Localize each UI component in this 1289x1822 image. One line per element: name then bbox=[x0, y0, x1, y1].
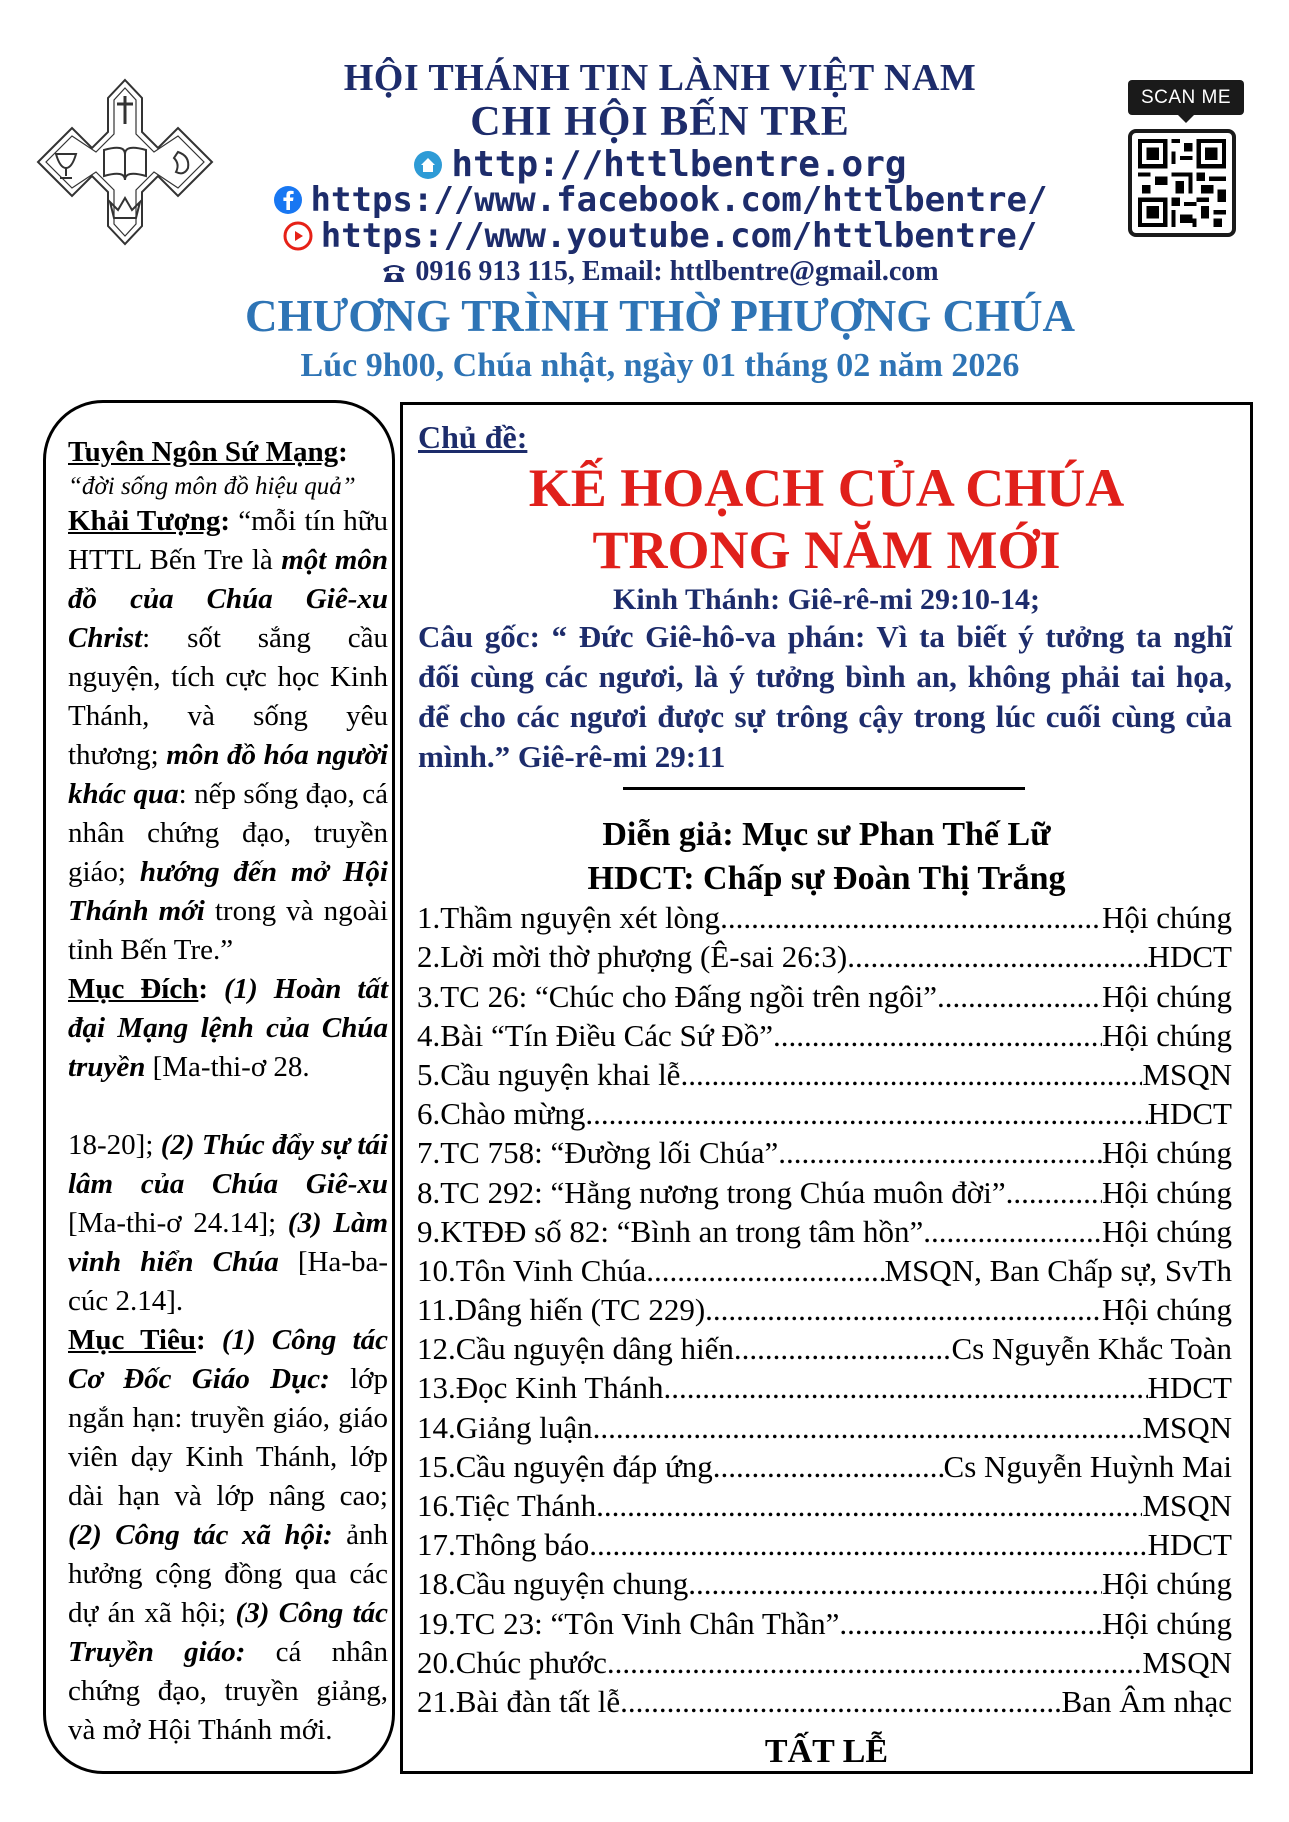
mission-statement-label: Tuyên Ngôn Sứ Mạng bbox=[68, 436, 339, 468]
leader-dots bbox=[680, 1057, 1142, 1093]
program-item bbox=[417, 1328, 1232, 1367]
program-item-label: Lời mời thờ phượng (Ê-sai 26:3) bbox=[440, 939, 848, 975]
program-item-label: TC 292: “Hằng nương trong Chúa muôn đời” bbox=[440, 1174, 1006, 1210]
program-item-number: 18. bbox=[417, 1566, 456, 1602]
youtube-link[interactable]: https://www.youtube.com/httlbentre/ bbox=[320, 216, 1038, 256]
program-item bbox=[417, 1171, 1232, 1210]
program-item bbox=[417, 936, 1232, 975]
program-item-performer: Hội chúng bbox=[1101, 1017, 1232, 1053]
program-item bbox=[417, 1602, 1232, 1641]
program-item-number: 7. bbox=[417, 1135, 441, 1171]
leader-dots bbox=[773, 1018, 1102, 1054]
speaker: Diễn giả: Mục sư Phan Thế Lữ bbox=[602, 816, 1051, 853]
program-item-performer: Hội chúng bbox=[1101, 1566, 1232, 1602]
program-item bbox=[417, 1563, 1232, 1602]
leader-dots bbox=[937, 979, 1102, 1015]
program-item-number: 13. bbox=[417, 1370, 456, 1406]
scripture-reference: Kinh Thánh: Giê-rê-mi 29:10-14; bbox=[613, 583, 1040, 616]
program-item bbox=[417, 1211, 1232, 1250]
program-item-label: KTĐĐ số 82: “Bình an trong tâm hồn” bbox=[440, 1213, 924, 1249]
program-item-performer: Hội chúng bbox=[1101, 1174, 1232, 1210]
program-item-label: Cầu nguyện đáp ứng bbox=[455, 1448, 713, 1484]
program-item bbox=[417, 1406, 1232, 1445]
program-title: CHƯƠNG TRÌNH THỜ PHƯỢNG CHÚA bbox=[244, 291, 1076, 341]
program-item bbox=[417, 1132, 1232, 1171]
website-line bbox=[200, 144, 1120, 185]
sermon-title: KẾ HOẠCH CỦA CHÚA TRONG NĂM MỚI bbox=[528, 458, 1125, 580]
mission-statement: Tuyên Ngôn Sứ Mạng: bbox=[68, 436, 348, 468]
program-item-performer: Hội chúng bbox=[1101, 1135, 1232, 1171]
leader-dots bbox=[839, 1606, 1102, 1642]
program-item-number: 1. bbox=[417, 900, 441, 936]
program-item-label: Giảng luận bbox=[455, 1409, 593, 1445]
program-item-number: 14. bbox=[417, 1409, 456, 1445]
program-item bbox=[417, 1485, 1232, 1524]
website-link[interactable]: http://httlbentre.org bbox=[451, 144, 907, 185]
leader-dots bbox=[713, 1449, 944, 1485]
program-item bbox=[417, 1093, 1232, 1132]
leader-dots bbox=[713, 1292, 1102, 1328]
program-item-label: TC 758: “Đường lối Chúa” bbox=[440, 1135, 779, 1171]
leader-dots bbox=[734, 1331, 952, 1367]
program-item-performer: MSQN bbox=[1142, 1056, 1232, 1092]
church-logo bbox=[30, 72, 220, 252]
goals: Mục Tiêu: (1) Công tác Cơ Đốc Giáo Dục: lớp ngắn hạn: truyền giáo, giáo viên dạy Kinh Thánh, lớp dài hạn và lớp nâng cao; (2) Công tác xã hội: ảnh hưởng cộng đồng qua các dự án xã hội; (3) Công tác Truyền giáo: cá nhân chứng đạo, truyền giảng, và mở Hội Thánh mới. bbox=[68, 1324, 389, 1746]
qr-code bbox=[1128, 129, 1236, 237]
program-item-number: 10. bbox=[417, 1252, 456, 1288]
program-item-number: 15. bbox=[417, 1448, 456, 1484]
program-item-performer: Hội chúng bbox=[1101, 1292, 1232, 1328]
program-item-performer: MSQN, Ban Chấp sự, SvTh bbox=[884, 1252, 1232, 1288]
program-item-label: Thầm nguyện xét lòng bbox=[440, 900, 721, 936]
home-icon bbox=[413, 150, 443, 180]
program-item-performer: MSQN bbox=[1142, 1488, 1232, 1523]
program-item-label: Bài đàn tất lễ bbox=[455, 1683, 621, 1719]
program-item-performer: HDCT bbox=[1147, 1096, 1232, 1132]
service-datetime: Lúc 9h00, Chúa nhật, ngày 01 tháng 02 năm 2026 bbox=[300, 347, 1020, 384]
program-item-label: Dâng hiến (TC 229). bbox=[454, 1292, 713, 1328]
theme-label: Chủ đề: bbox=[418, 419, 528, 455]
leader-dots bbox=[646, 1253, 884, 1289]
scan-me-label: SCAN ME bbox=[1128, 80, 1244, 115]
program-item bbox=[417, 1367, 1232, 1406]
program-item-label: Cầu nguyện khai lễ bbox=[440, 1056, 681, 1092]
program-item-number: 17. bbox=[417, 1527, 456, 1563]
program-item bbox=[417, 975, 1232, 1014]
program-item-number: 6. bbox=[417, 1096, 441, 1132]
program-item-number: 3. bbox=[417, 978, 441, 1014]
leader-dots bbox=[778, 1135, 1102, 1171]
program-item-number: 2. bbox=[417, 939, 441, 975]
phone-icon bbox=[381, 262, 407, 284]
leader-dots bbox=[585, 1096, 1147, 1132]
leader-dots bbox=[620, 1684, 1061, 1720]
facebook-line bbox=[200, 180, 1120, 220]
mission-statement-text: “đời sống môn đồ hiệu quả” bbox=[68, 473, 356, 500]
program-list bbox=[417, 897, 1232, 1720]
program-item-label: Bài “Tín Điều Các Sứ Đồ” bbox=[440, 1017, 774, 1053]
program-item-label: Đọc Kinh Thánh bbox=[455, 1370, 664, 1406]
key-verse: Câu gốc: “ Đức Giê-hô-va phán: Vì ta biết ý tưởng ta nghĩ đối cùng các ngươi, là ý tưởng bình an, không phải tai họa, để cho các ngươi được sự trông cậy trong lúc cuối cùng của mình.” Giê-rê-mi 29:11 bbox=[418, 619, 1232, 774]
leader-dots bbox=[589, 1527, 1147, 1563]
program-item-number: 11. bbox=[417, 1292, 455, 1328]
facebook-link[interactable]: https://www.facebook.com/httlbentre/ bbox=[310, 180, 1048, 220]
closing: TẤT LỄ bbox=[764, 1733, 889, 1770]
org-name: HỘI THÁNH TIN LÀNH VIỆT NAM bbox=[343, 57, 977, 99]
program-item bbox=[417, 1054, 1232, 1093]
program-item bbox=[417, 1289, 1232, 1328]
program-item-number: 4. bbox=[417, 1017, 441, 1053]
vision: Khải Tượng: “mỗi tín hữu HTTL Bến Tre là một môn đồ của Chúa Giê-xu Christ: sốt sắng cầu nguyện, tích cực học Kinh Thánh, và sống yêu thương; môn đồ hóa người khác qua: nếp sống đạo, cá nhân chứng đạo, truyền giáo; hướng đến mở Hội Thánh mới trong và ngoài tỉnh Bến Tre.” bbox=[68, 505, 388, 966]
program-item-performer: Cs Nguyễn Huỳnh Mai bbox=[943, 1448, 1232, 1484]
program-item bbox=[417, 1250, 1232, 1289]
leader-dots bbox=[607, 1645, 1143, 1681]
divider bbox=[623, 787, 1025, 790]
purpose-continued: 18-20]; (2) Thúc đẩy sự tái lâm của Chúa Giê-xu [Ma-thi-ơ 24.14]; (3) Làm vinh hiển Chúa [Ha-ba-cúc 2.14]. bbox=[68, 1129, 389, 1317]
program-item-number: 20. bbox=[417, 1644, 456, 1680]
qr-code-block[interactable] bbox=[1128, 80, 1244, 244]
program-item-label: Tôn Vinh Chúa bbox=[455, 1252, 647, 1288]
program-item-label: Tiệc Thánh bbox=[455, 1488, 597, 1523]
program-panel bbox=[400, 402, 1253, 1774]
program-item-performer: Hội chúng bbox=[1101, 1605, 1232, 1641]
youtube-line bbox=[200, 216, 1120, 256]
leader-dots bbox=[923, 1214, 1102, 1250]
program-item-performer: Cs Nguyễn Khắc Toàn bbox=[951, 1331, 1232, 1367]
program-item-number: 9. bbox=[417, 1213, 441, 1249]
contact-info: 0916 913 115, Email: httlbentre@gmail.com bbox=[415, 256, 939, 287]
program-item-performer: HDCT bbox=[1147, 1370, 1232, 1406]
leader-dots bbox=[688, 1566, 1102, 1602]
leader-dots bbox=[720, 900, 1102, 936]
program-item-performer: Ban Âm nhạc bbox=[1061, 1683, 1232, 1719]
program-item-performer: HDCT bbox=[1147, 1527, 1232, 1563]
program-item-label: TC 23: “Tôn Vinh Chân Thần” bbox=[455, 1605, 840, 1641]
host: HDCT: Chấp sự Đoàn Thị Trắng bbox=[587, 860, 1066, 897]
program-item-number: 12. bbox=[417, 1331, 456, 1367]
program-item-performer: Hội chúng bbox=[1101, 1213, 1232, 1249]
leader-dots bbox=[1006, 1175, 1102, 1211]
program-item-performer: MSQN bbox=[1142, 1409, 1232, 1445]
program-item-label: Chào mừng bbox=[440, 1096, 586, 1132]
program-item-label: Chúc phước bbox=[455, 1644, 607, 1680]
leader-dots bbox=[664, 1370, 1148, 1406]
program-item bbox=[417, 1681, 1232, 1720]
program-item bbox=[417, 897, 1232, 936]
program-item-number: 16. bbox=[417, 1488, 456, 1523]
program-item-performer: HDCT bbox=[1147, 939, 1232, 975]
program-item bbox=[417, 1015, 1232, 1054]
program-item-label: TC 26: “Chúc cho Đấng ngồi trên ngôi” bbox=[440, 978, 938, 1014]
program-item-number: 21. bbox=[417, 1683, 456, 1719]
mission-panel bbox=[43, 400, 395, 1774]
purpose: Mục Đích: (1) Hoàn tất đại Mạng lệnh của Chúa truyền [Ma-thi-ơ 28. bbox=[68, 973, 389, 1083]
program-item-number: 8. bbox=[417, 1174, 441, 1210]
program-item-number: 5. bbox=[417, 1056, 441, 1092]
youtube-icon bbox=[283, 221, 313, 251]
program-item bbox=[417, 1642, 1232, 1681]
speaker-info bbox=[403, 813, 1250, 901]
program-item-performer: MSQN bbox=[1142, 1644, 1232, 1680]
leader-dots bbox=[596, 1488, 1142, 1524]
program-item-label: Thông báo bbox=[455, 1527, 590, 1563]
program-item-label: Cầu nguyện dâng hiến bbox=[455, 1331, 734, 1367]
leader-dots bbox=[593, 1410, 1143, 1446]
program-item-number: 19. bbox=[417, 1605, 456, 1641]
program-item bbox=[417, 1446, 1232, 1485]
program-item bbox=[417, 1524, 1232, 1563]
contact-line bbox=[200, 256, 1120, 288]
branch-name: CHI HỘI BẾN TRE bbox=[470, 99, 850, 145]
program-item-label: Cầu nguyện chung bbox=[455, 1566, 689, 1602]
program-item-performer: Hội chúng bbox=[1101, 900, 1232, 936]
leader-dots bbox=[847, 939, 1147, 975]
facebook-icon bbox=[273, 185, 303, 215]
program-item-performer: Hội chúng bbox=[1101, 978, 1232, 1014]
